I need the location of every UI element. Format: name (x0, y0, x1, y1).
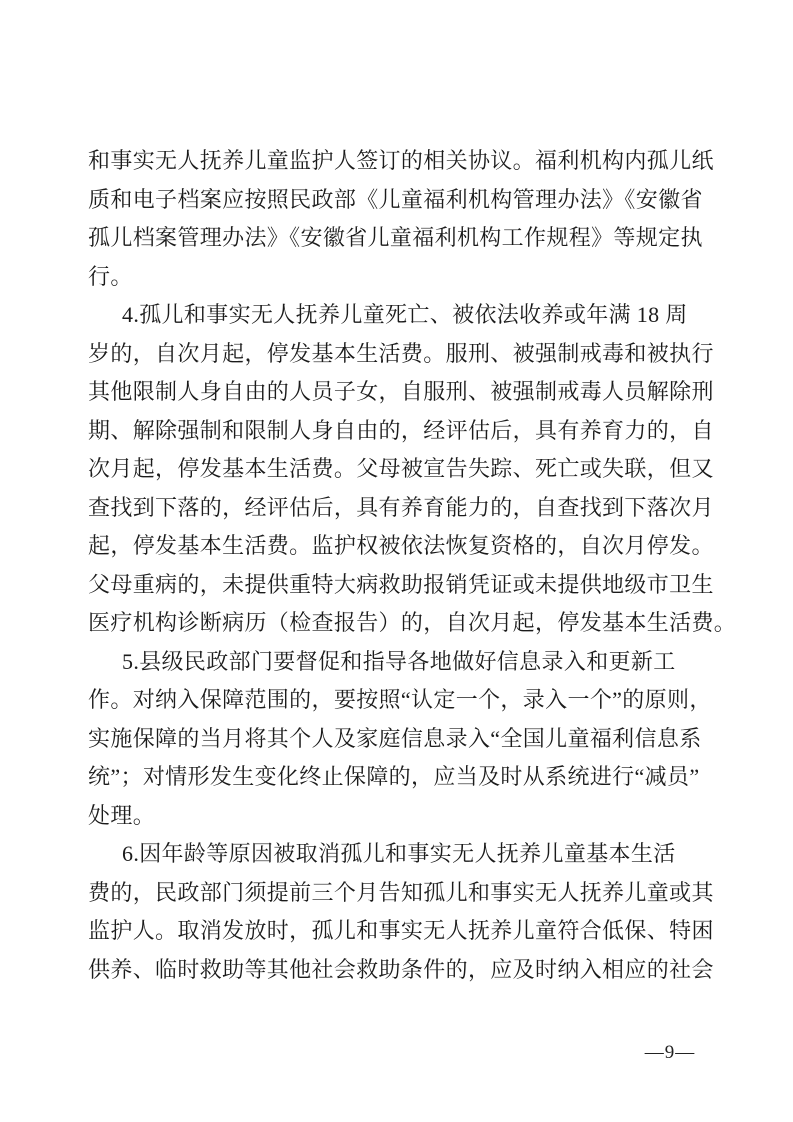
paragraph-item-5 (88, 643, 736, 836)
text-line: 作。对纳入保障范围的，要按照“认定一个，录入一个”的原则， (88, 687, 712, 712)
text-line: 4.孤儿和事实无人抚养儿童死亡、被依法收养或年满 18 周 (122, 302, 688, 327)
page-number: —9— (644, 1042, 696, 1063)
text-line: 5.县级民政部门要督促和指导各地做好信息录入和更新工 (122, 648, 676, 674)
paragraph-item-6 (88, 835, 736, 989)
text-line: 次月起，停发基本生活费。父母被宣告失踪、死亡或失联，但又 (88, 456, 714, 481)
paragraph-continuation (88, 142, 736, 296)
text-line: 实施保障的当月将其个人及家庭信息录入“全国儿童福利信息系 (88, 725, 702, 751)
text-line: 孤儿档案管理办法》《安徽省儿童福利机构工作规程》等规定执 (88, 225, 703, 250)
text-line: 6.因年龄等原因被取消孤儿和事实无人抚养儿童基本生活 (122, 841, 676, 866)
text-line: 处理。 (88, 802, 156, 828)
text-line: 起，停发基本生活费。监护权被依法恢复资格的，自次月停发。 (88, 533, 714, 558)
paragraph-item-4 (88, 296, 736, 643)
text-line: 查找到下落的，经评估后，具有养育能力的，自查找到下落次月 (88, 494, 714, 520)
text-line: 统”；对情形发生变化终止保障的，应当及时从系统进行“减员” (88, 764, 700, 789)
text-line: 行。 (88, 263, 133, 289)
text-line: 和事实无人抚养儿童监护人签订的相关协议。福利机构内孤儿纸 (88, 148, 714, 173)
text-line: 父母重病的，未提供重特大病救助报销凭证或未提供地级市卫生 (88, 571, 714, 597)
text-line: 医疗机构诊断病历（检查报告）的，自次月起，停发基本生活费。 (88, 610, 737, 635)
text-line: 供养、临时救助等其他社会救助条件的，应及时纳入相应的社会 (88, 956, 714, 982)
text-line: 期、解除强制和限制人身自由的，经评估后，具有养育力的，自 (88, 417, 714, 443)
text-line: 其他限制人身自由的人员子女，自服刑、被强制戒毒人员解除刑 (88, 379, 714, 404)
text-line: 监护人。取消发放时，孤儿和事实无人抚养儿童符合低保、特困 (88, 918, 714, 943)
text-line: 岁的，自次月起，停发基本生活费。服刑、被强制戒毒和被执行 (88, 340, 714, 366)
text-line: 质和电子档案应按照民政部《儿童福利机构管理办法》《安徽省 (88, 186, 703, 212)
text-line: 费的，民政部门须提前三个月告知孤儿和事实无人抚养儿童或其 (88, 879, 714, 905)
document-body (88, 142, 736, 989)
